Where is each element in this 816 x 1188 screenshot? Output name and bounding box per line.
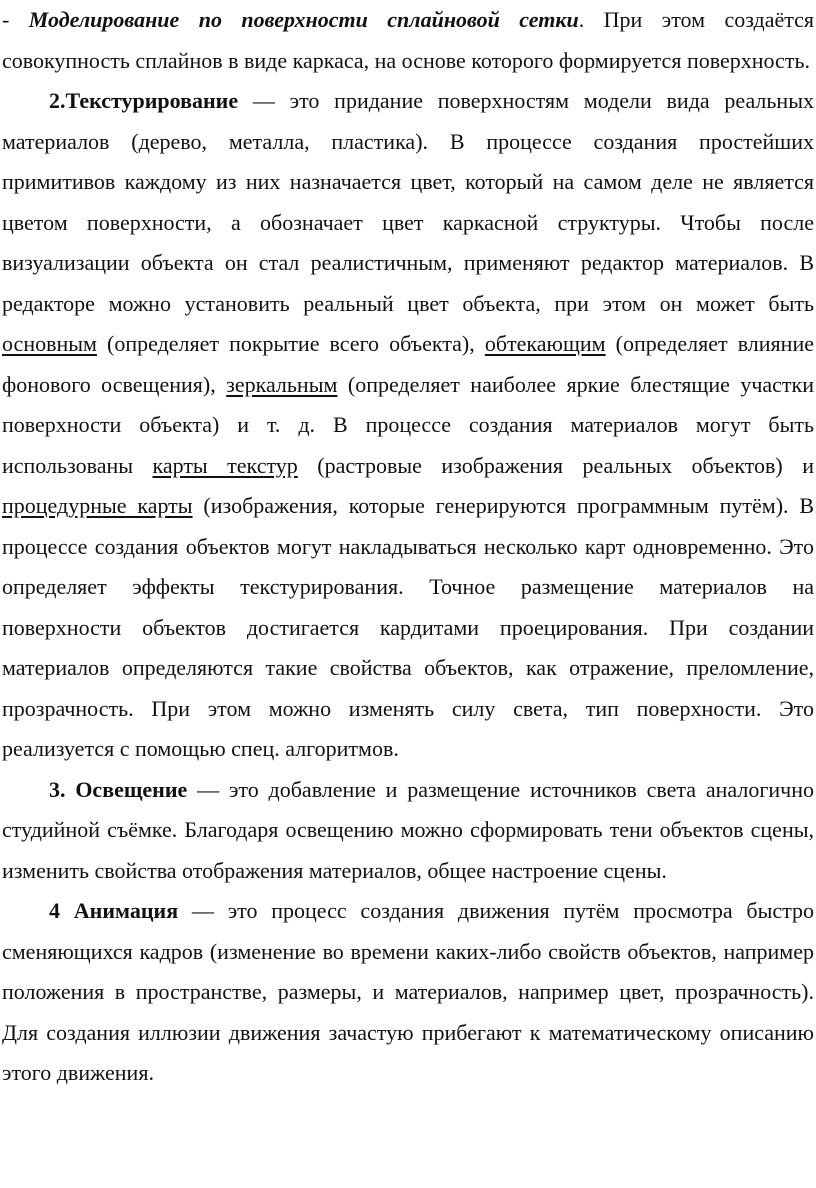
paragraph-text: (изображения, которые генерируются программным путём). В процессе создания объектов могут накладываться несколько карт одновременно. Это определяет эффекты текстурирования. Точное размещение материалов на поверхности объектов достигается кардитами проецирования. При создании материалов определяются такие свойства объектов, как отражение, преломление, прозрачность. При этом можно изменять силу света, тип поверхности. Это реализуется с помощью спец. алгоритмов.: [2, 493, 815, 761]
heading-lighting: 3. Освещение: [49, 776, 188, 802]
underlined-term-ambient: обтекающим: [484, 331, 606, 356]
term-spline-modeling: Моделирование по поверхности сплайновой сетки: [28, 7, 579, 32]
paragraph-text: — это добавление и размещение источников света аналогично студийной съёмке. Благодаря освещению можно сформировать тени объектов сцены, изменить свойства отображения материалов, общее настроение сцены.: [2, 776, 814, 883]
underlined-term-texture-maps: карты текстур: [152, 452, 298, 478]
paragraph-text: (определяет наиболее яркие блестящие участки поверхности объекта) и т. д. В процессе создания материалов могут быть использованы: [2, 371, 814, 478]
paragraph-animation: [2, 891, 814, 1094]
heading-animation: 4 Анимация: [49, 898, 179, 923]
paragraph-text: (определяет влияние фонового освещения),: [2, 331, 814, 397]
underlined-term-basic: основным: [2, 331, 97, 356]
list-dash: -: [2, 7, 29, 32]
paragraph-text: (растровые изображения реальных объектов) и: [297, 452, 814, 478]
paragraph-text: — это придание поверхностям модели вида реальных материалов (дерево, металла, пластика). В процессе создания простейших примитивов каждому из них назначается цвет, который на самом деле не является цветом поверхности, а обозначает цвет каркасной структуры. Чтобы после визуализации объекта он стал реалистичным, применяют редактор материалов. В редакторе можно установить реальный цвет объекта, при этом он может быть: [2, 88, 814, 316]
paragraph-texturing: [2, 81, 814, 770]
paragraph-spline-modeling: [2, 0, 814, 81]
paragraph-text: (определяет покрытие всего объекта),: [96, 331, 485, 356]
underlined-term-specular: зеркальным: [226, 371, 338, 397]
paragraph-text: . При этом создаётся совокупность сплайнов в виде каркаса, на основе которого формируется поверхность.: [2, 7, 815, 73]
heading-texturing: 2.Текстурирование: [49, 88, 239, 113]
paragraph-text: — это процесс создания движения путём просмотра быстро сменяющихся кадров (изменение во времени каких-либо свойств объектов, например положения в пространстве, размеры, и материалов, например цвет, прозрачность). Для создания иллюзии движения зачастую прибегают к математическому описанию этого движения.: [2, 898, 815, 1085]
paragraph-lighting: [2, 770, 814, 892]
underlined-term-procedural-maps: процедурные карты: [2, 493, 193, 518]
